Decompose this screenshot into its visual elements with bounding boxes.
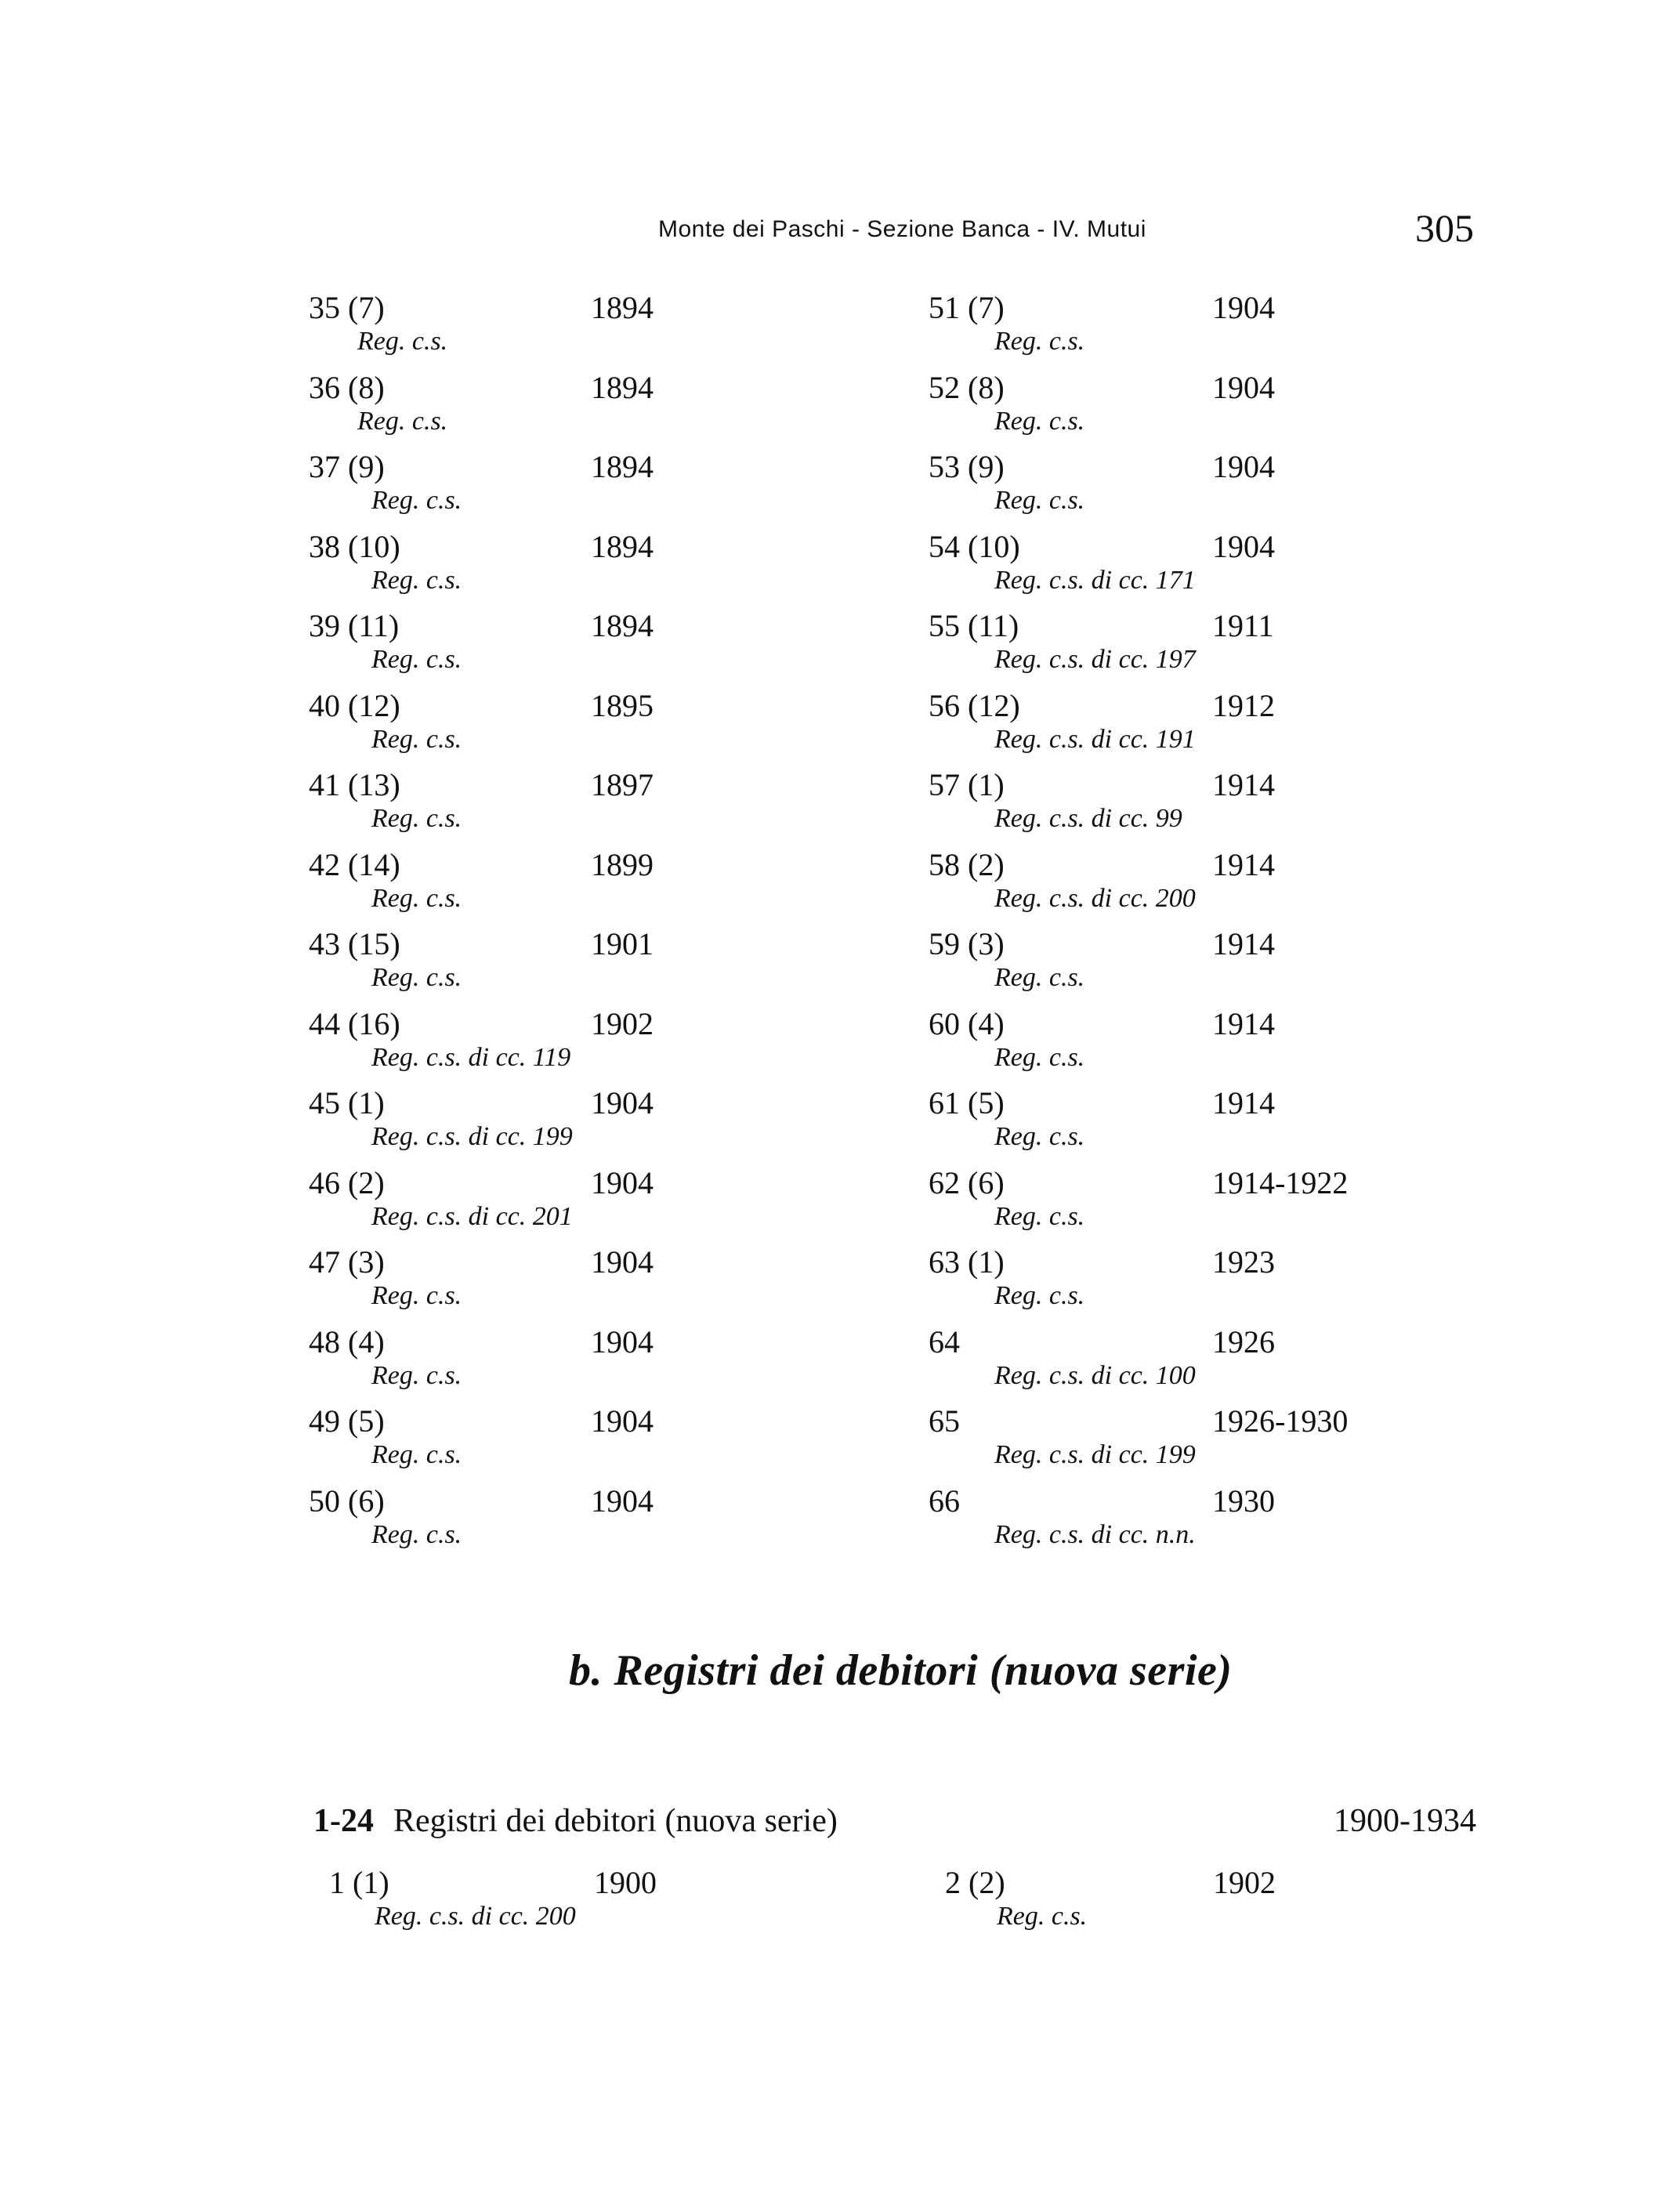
- entry-date: 1923: [1212, 1244, 1275, 1280]
- entry-description: Reg. c.s. di cc. 197: [994, 645, 1196, 674]
- entry-number: 49 (5): [309, 1403, 385, 1439]
- entry-date: 1904: [1212, 449, 1275, 484]
- entry-number: 62 (6): [929, 1164, 1005, 1200]
- entry-number: 35 (7): [309, 290, 385, 325]
- entry-number: 41 (13): [309, 767, 400, 802]
- entry-description: Reg. c.s.: [371, 963, 462, 992]
- list-item: [929, 370, 1634, 450]
- list-item: [929, 926, 1634, 1006]
- entry-date: 1904: [1212, 528, 1275, 564]
- entry-number: 66: [929, 1483, 960, 1519]
- entry-number: 51 (7): [929, 290, 1005, 325]
- list-item: [309, 1006, 1014, 1086]
- list-item: [945, 1865, 1415, 1943]
- entry-number: 64: [929, 1323, 960, 1359]
- list-item: [309, 1324, 1014, 1404]
- entry-number: 45 (1): [309, 1085, 385, 1121]
- entry-date: 1926: [1212, 1323, 1275, 1359]
- entry-description: Reg. c.s. di cc. 191: [994, 724, 1196, 754]
- entry-number: 44 (16): [309, 1005, 400, 1041]
- section-heading: b. Registri dei debitori (nuova serie): [569, 1646, 1233, 1695]
- entry-number: 1 (1): [329, 1865, 389, 1900]
- entry-date: 1914: [1212, 1085, 1275, 1121]
- entry-description: Reg. c.s.: [371, 1281, 462, 1310]
- entry-number: 52 (8): [929, 369, 1005, 405]
- entry-description: Reg. c.s. di cc. 200: [375, 1902, 576, 1931]
- list-item: [929, 1165, 1634, 1245]
- entry-date: 1900: [594, 1865, 657, 1900]
- list-item: [929, 449, 1634, 529]
- list-item: [929, 529, 1634, 609]
- entry-number: 40 (12): [309, 687, 400, 723]
- entry-number: 60 (4): [929, 1005, 1005, 1041]
- entry-date: 1912: [1212, 687, 1275, 723]
- entry-description: Reg. c.s.: [371, 645, 462, 674]
- series-range: 1-24: [313, 1803, 374, 1839]
- entry-date: 1894: [591, 369, 654, 405]
- entry-description: Reg. c.s.: [994, 486, 1085, 515]
- entry-number: 53 (9): [929, 449, 1005, 484]
- entry-date: 1894: [591, 290, 654, 325]
- entry-date: 1926-1930: [1212, 1403, 1349, 1439]
- entry-date: 1904: [591, 1085, 654, 1121]
- entry-date: 1904: [591, 1403, 654, 1439]
- entry-number: 56 (12): [929, 687, 1020, 723]
- list-item: [309, 926, 1014, 1006]
- entry-description: Reg. c.s. di cc. 199: [371, 1122, 573, 1151]
- entry-date: 1904: [591, 1164, 654, 1200]
- entry-number: 2 (2): [945, 1865, 1005, 1900]
- entry-date: 1930: [1212, 1483, 1275, 1519]
- entry-description: Reg. c.s. di cc. 171: [994, 565, 1196, 595]
- entry-number: 65: [929, 1403, 960, 1439]
- entry-description: Reg. c.s. di cc. 100: [994, 1360, 1196, 1390]
- right-column: [929, 290, 1634, 1562]
- list-item: [309, 1085, 1014, 1165]
- entry-number: 59 (3): [929, 926, 1005, 961]
- entry-description: Reg. c.s.: [994, 963, 1085, 992]
- entry-number: 61 (5): [929, 1085, 1005, 1121]
- entry-date: 1914: [1212, 926, 1275, 961]
- entry-date: 1914-1922: [1212, 1164, 1349, 1200]
- entry-date: 1894: [591, 608, 654, 643]
- list-item: [309, 1244, 1014, 1324]
- entry-date: 1904: [1212, 369, 1275, 405]
- series-title: Registri dei debitori (nuova serie): [393, 1803, 838, 1839]
- running-title: Monte dei Paschi - Sezione Banca - IV. Mutui: [658, 216, 1146, 242]
- entry-description: Reg. c.s. di cc. 201: [371, 1201, 573, 1231]
- entry-date: 1897: [591, 767, 654, 802]
- left-column: [309, 290, 1014, 1562]
- entry-number: 43 (15): [309, 926, 400, 961]
- list-item: [929, 1324, 1634, 1404]
- entry-number: 37 (9): [309, 449, 385, 484]
- entry-number: 57 (1): [929, 767, 1005, 802]
- entry-description: Reg. c.s.: [994, 1201, 1085, 1231]
- list-item: [309, 529, 1014, 609]
- entry-date: 1914: [1212, 1005, 1275, 1041]
- entry-number: 48 (4): [309, 1323, 385, 1359]
- entry-description: Reg. c.s.: [994, 1122, 1085, 1151]
- list-item: [929, 1006, 1634, 1086]
- entry-description: Reg. c.s. di cc. 199: [994, 1440, 1196, 1469]
- entry-description: Reg. c.s.: [994, 406, 1085, 436]
- entry-description: Reg. c.s.: [371, 804, 462, 833]
- entry-date: 1902: [1213, 1865, 1276, 1900]
- entry-number: 46 (2): [309, 1164, 385, 1200]
- list-item: [929, 1244, 1634, 1324]
- entry-date: 1901: [591, 926, 654, 961]
- entry-date: 1914: [1212, 846, 1275, 882]
- list-item: [309, 1165, 1014, 1245]
- list-item: [309, 688, 1014, 768]
- entry-description: Reg. c.s.: [994, 1281, 1085, 1310]
- entry-date: 1895: [591, 687, 654, 723]
- entry-description: Reg. c.s. di cc. 99: [994, 804, 1182, 833]
- list-item: [929, 1403, 1634, 1483]
- entry-date: 1904: [591, 1483, 654, 1519]
- list-item: [929, 767, 1634, 847]
- entry-date: 1894: [591, 528, 654, 564]
- list-item: [309, 767, 1014, 847]
- list-item: [309, 370, 1014, 450]
- entry-description: Reg. c.s.: [994, 327, 1085, 356]
- page-number: 305: [1415, 206, 1474, 250]
- entry-number: 55 (11): [929, 608, 1019, 643]
- entry-description: Reg. c.s.: [357, 406, 448, 436]
- entry-description: Reg. c.s. di cc. 200: [994, 883, 1196, 913]
- running-head: [596, 118, 1669, 180]
- entry-date: 1904: [591, 1323, 654, 1359]
- entry-description: Reg. c.s.: [357, 327, 448, 356]
- entry-description: Reg. c.s.: [371, 724, 462, 754]
- entry-date: 1914: [1212, 767, 1275, 802]
- entry-description: Reg. c.s.: [371, 883, 462, 913]
- series-dates: 1900-1934: [1334, 1803, 1476, 1839]
- entry-number: 42 (14): [309, 846, 400, 882]
- entry-date: 1911: [1212, 608, 1274, 643]
- entry-date: 1894: [591, 449, 654, 484]
- entry-number: 39 (11): [309, 608, 400, 643]
- list-item: [929, 608, 1634, 688]
- entry-description: Reg. c.s. di cc. 119: [371, 1042, 571, 1072]
- entry-description: Reg. c.s.: [997, 1902, 1088, 1931]
- entry-description: Reg. c.s. di cc. n.n.: [994, 1519, 1196, 1549]
- entry-number: 58 (2): [929, 846, 1005, 882]
- list-item: [929, 290, 1634, 370]
- entry-date: 1899: [591, 846, 654, 882]
- list-item: [329, 1865, 799, 1943]
- entry-number: 36 (8): [309, 369, 385, 405]
- entry-date: 1904: [1212, 290, 1275, 325]
- entry-date: 1904: [591, 1244, 654, 1280]
- entry-number: 63 (1): [929, 1244, 1005, 1280]
- list-item: [929, 847, 1634, 927]
- entry-description: Reg. c.s.: [994, 1042, 1085, 1072]
- entry-description: Reg. c.s.: [371, 565, 462, 595]
- entry-number: 47 (3): [309, 1244, 385, 1280]
- list-item: [309, 290, 1014, 370]
- entry-number: 50 (6): [309, 1483, 385, 1519]
- list-item: [309, 449, 1014, 529]
- entry-description: Reg. c.s.: [371, 1440, 462, 1469]
- entry-description: Reg. c.s.: [371, 486, 462, 515]
- entry-number: 38 (10): [309, 528, 400, 564]
- entry-number: 54 (10): [929, 528, 1020, 564]
- list-item: [309, 847, 1014, 927]
- list-item: [309, 608, 1014, 688]
- entry-description: Reg. c.s.: [371, 1360, 462, 1390]
- list-item: [929, 1085, 1634, 1165]
- series-header: [313, 1802, 1481, 1849]
- list-item: [309, 1483, 1014, 1563]
- list-item: [309, 1403, 1014, 1483]
- entry-description: Reg. c.s.: [371, 1519, 462, 1549]
- list-item: [929, 1483, 1634, 1563]
- list-item: [929, 688, 1634, 768]
- entry-date: 1902: [591, 1005, 654, 1041]
